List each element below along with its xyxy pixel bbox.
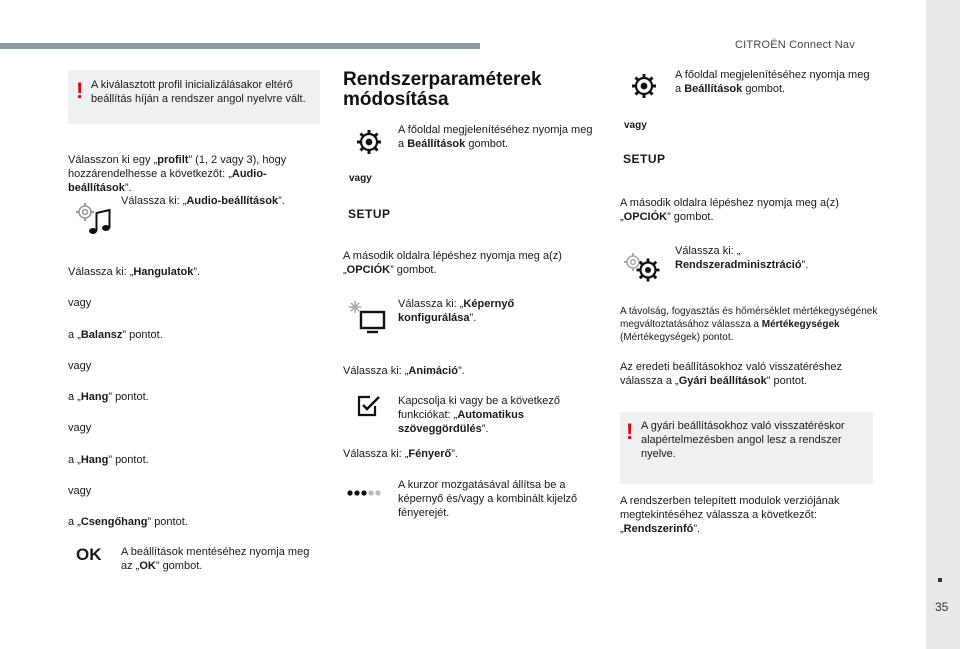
- setup-button-label: SETUP: [348, 207, 391, 221]
- vagy-4: vagy: [68, 485, 92, 497]
- ok-button-label: OK: [76, 545, 102, 564]
- factory-reset-text: Az eredeti beállításokhoz való visszatéréshez válassza a „Gyári beállítások” pontot.: [620, 361, 842, 387]
- system-info-text: A rendszerben telepített modulok verziójának megtekintéséhez válassza a következőt: „Rendszerinfó”.: [620, 495, 840, 535]
- warning-box-factory: [620, 412, 873, 484]
- brightness-slider-icon: [346, 488, 386, 498]
- section-title: Rendszerparaméterek módosítása: [343, 69, 542, 110]
- audio-settings-icon: [74, 201, 114, 237]
- setup-button-label-2: SETUP: [623, 152, 666, 166]
- running-title: CITROËN Connect Nav: [735, 39, 855, 51]
- options-text-2: A második oldalra lépéshez nyomja meg a(z) „OPCIÓK” gombot.: [620, 197, 839, 223]
- cursor-text: A kurzor mozgatásával állítsa be a képernyő és/vagy a kombinált kijelző fényerejét.: [398, 479, 578, 519]
- warning-text-2: A gyári beállításokhoz való visszatéréskor alapértelmezésben angol lesz a rendszer nyelve.: [641, 420, 845, 460]
- main-page-text: A főoldal megjelenítéséhez nyomja meg a Beállítások gombot.: [398, 124, 593, 150]
- vagy-small-2: vagy: [624, 120, 647, 131]
- hang-text-2: a „Hang” pontot.: [68, 454, 149, 466]
- options-text: A második oldalra lépéshez nyomja meg a(z) „OPCIÓK” gombot.: [343, 250, 562, 276]
- warning-icon-2: !: [626, 419, 634, 444]
- screen-config-icon: [347, 299, 387, 335]
- scroll-toggle-text: Kapcsolja ki vagy be a következő funkciókat: „Automatikus szöveggördülés”.: [398, 395, 561, 435]
- system-admin-text: Válassza ki: „ Rendszeradminisztráció”.: [675, 245, 809, 271]
- vagy-3: vagy: [68, 422, 92, 434]
- screen-config-text: Válassza ki: „Képernyő konfigurálása”.: [398, 298, 515, 324]
- audio-settings-text: Válassza ki: „Audio-beállítások”.: [121, 195, 285, 207]
- balansz-text: a „Balansz” pontot.: [68, 329, 163, 341]
- warning-text: A kiválasztott profil inicializálásakor eltérő beállítás híján a rendszer angol nyelvre vált.: [91, 79, 306, 105]
- header-rule: [0, 43, 480, 49]
- warning-icon: !: [76, 78, 84, 103]
- system-admin-icon: [622, 250, 664, 284]
- hang-text-1: a „Hang” pontot.: [68, 391, 149, 403]
- profile-paragraph: Válasszon ki egy „profilt” (1, 2 vagy 3), hogy hozzárendelhesse a következőt: „Audio-beállítások”.: [68, 154, 287, 194]
- animation-text: Válassza ki: „Animáció”.: [343, 365, 465, 377]
- checkbox-icon: [356, 394, 382, 418]
- vagy-2: vagy: [68, 360, 92, 372]
- csengohang-text: a „Csengőhang” pontot.: [68, 516, 188, 528]
- hangulatok-text: Válassza ki: „Hangulatok”.: [68, 266, 201, 278]
- units-text: A távolság, fogyasztás és hőmérséklet mértékegységének megváltoztatásához válassza a Mértékegységek (Mértékegységek) pontot.: [620, 306, 878, 343]
- page-number: 35: [935, 600, 949, 614]
- vagy-1: vagy: [68, 297, 92, 309]
- gear-icon-2: [629, 71, 659, 101]
- page-side-strip: [926, 0, 960, 649]
- ok-text: A beállítások mentéséhez nyomja meg az „OK” gombot.: [121, 546, 310, 572]
- brightness-text: Válassza ki: „Fényerő”.: [343, 448, 458, 460]
- gear-icon: [354, 127, 384, 157]
- vagy-small: vagy: [349, 173, 372, 184]
- main-page-text-2: A főoldal megjelenítéséhez nyomja meg a Beállítások gombot.: [675, 69, 870, 95]
- page-marker: [938, 578, 942, 582]
- warning-box-profile: [68, 70, 320, 124]
